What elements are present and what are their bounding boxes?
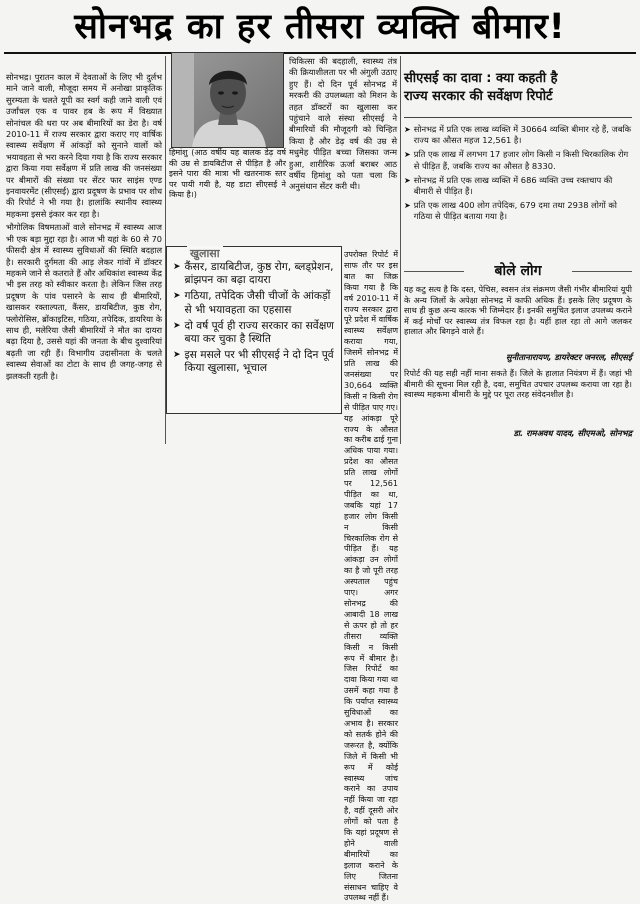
arrow-bullet-icon: ➤ [404, 150, 411, 160]
column-middle-wide [166, 192, 397, 244]
quote-2-signature: डा. रामअवध यादव, सीएमओ, सोनभद्र [513, 428, 632, 438]
inset-item-text: दो वर्ष पूर्व ही राज्य सरकार का सर्वेक्षण बया कर चुका है स्थिति [184, 319, 334, 346]
col2-paragraph-2: उपरोक्त रिपोर्ट में साफ तौर पर इस बात का जिक्र किया गया है कि वर्ष 2010-11 में राज्य सरकार द्वारा पूरे प्रदेश में वार्षिक स्वास्थ्य सर्वेक्षण कराया गया, जिसमें सोनभद्र में प्रति लाख की जनसंख्या पर 30,664 व्यक्ति किसी न किसी रोग से पीड़ित पाए गए। यह आंकड़ा पूरे राज्य के औसत का करीब ढाई गुना अधिक पाया गया। प्रदेश का औसत प्रति लाख लोगों पर 12,561 पीड़ित का था, जबकि यहां 17 हजार लोग किसी न किसी चिरकालिक रोग से पीड़ित हैं। यह आंकड़ा उन लोगों का है जो पूरी तरह अस्पताल पहुंच पाए। अगर सोनभद्र की आबादी 18 लाख से ऊपर हो तो हर तीसरा व्यक्ति किसी न किसी रूप में बीमार है। जिस रिपोर्ट का दावा किया गया था उसमें कहा गया है कि पर्याप्त स्वास्थ्य सुविधाओं का अभाव है। सरकार को सतर्क होने की जरूरत है, क्योंकि जिले में किसी भी रूप में कोई स्वास्थ्य जांच कराने का उपाय नहीं किया जा रहा है, वहीं दूसरी ओर लोगों को पता है कि यहां प्रदूषण से होने वाली बीमारियों का इलाज कराने के लिए जितना संसाधन चाहिए वे उपलब्ध नहीं हैं। [344, 250, 398, 903]
boy-portrait-image [172, 53, 283, 147]
col2-paragraph-1: चिकित्सा की बदहाली, स्वास्थ्य तंत्र की क्रियाशीलता पर भी अंगुली उठाए हुए हैं। दो दिन पूर्व सोनभद्र में मरकरी की उपलब्धता को मिशन के तहत डॉक्टरों का खुलासा कर पहुंचाने वाले संस्था सीएसई ने बीमारियों की मौजूदगी को चिन्हित किया है और डेढ़ वर्ष की उम्र से मधुमेह पीड़ित बच्चा जिसका जन्म हुआ, शारीरिक ऊर्जा बराबर आठ वर्षीय हिमांशु को पता चला कि अनुसंधान सेंटर करी थी। [289, 56, 397, 192]
column-left [6, 72, 162, 444]
col1-paragraph-1: सोनभद्र। पुरातन काल में देवताओं के लिए भी दुर्लभ माने जाने वाली, मौजूदा समय में अनोखा प्राकृतिक सुरम्यता के चलते यूपी का स्वर्ग कही जाने वाली एवं उर्जांचल एक व पावर हब के रूप में विख्यात सोनांचल की धरा पर अब बीमारियों का डेरा है। वर्ष 2010-11 में राज्य सरकार द्वारा कराए गए वार्षिक स्वास्थ्य सर्वेक्षण में आंकड़ों को सुनाने वालों को भयावहता से भरा करने दिया गया है कि राज्य सरकार द्वारा किया गया सर्वेक्षण में प्रति लाख की जनसंख्या पर बीमारों की संख्या पर सेंटर फार साइंस एण्ड इनवायरमेंट (सीएसई) द्वारा प्रदूषण के प्रभाव पर शोध की रिपोर्ट ने भी गया है। हालांकि स्थानीय स्वास्थ्य महकमा इससे इंकार कर रहा है। [6, 72, 162, 219]
inset-item [173, 261, 335, 287]
survey-bullet [404, 200, 632, 222]
right-header-line-1: सीएसई का दावा : क्या कहती है [404, 71, 558, 86]
survey-bullet-text: सोनभद्र में प्रति एक लाख व्यक्ति में 686 व्यक्ति उच्च रक्तचाप की बीमारी से पीड़ित हैं। [413, 174, 613, 197]
survey-bullets [404, 124, 632, 254]
quote-1-signature: सुनीतानारायण, डायरेक्टर जनरल, सीएसई [505, 352, 632, 362]
quote-1: यह कटु सत्य है कि दस्त, पेचिस, स्वसन तंत्र संक्रमण जैसी गंभीर बीमारियां यूपी के अन्य जिलों के अपेक्षा सोनभद्र में काफी अधिक हैं। इसके लिए प्रदूषण के साथ ही कुछ अन्य कारक भी जिम्मेदार हैं। इनकी समुचित इलाज उपलब्ध कराने में कई मोर्चों पर स्वास्थ्य तंत्र विफल रहा है। यहीं हाल रहा तो आगे जलकर हालात और बिगड़ने वाले हैं। [404, 284, 632, 337]
inset-item [173, 349, 335, 375]
arrow-bullet-icon: ➤ [173, 350, 181, 361]
arrow-bullet-icon: ➤ [173, 262, 181, 272]
inset-title: खुलासा [187, 246, 223, 261]
arrow-bullet-icon: ➤ [173, 320, 181, 331]
arrow-bullet-icon: ➤ [404, 201, 411, 211]
column-rule-2 [400, 56, 401, 444]
survey-bullet [404, 124, 632, 146]
inset-item-text: कैंसर, डायबिटीज, कुष्ठ रोग, ब्लड्प्रेशन, ब्रांझपन का बढ़ा दायरा [184, 261, 334, 287]
survey-bullet [404, 149, 632, 171]
survey-bullet-text: प्रति एक लाख में लगभग 17 हजार लोग किसी न किसी चिरकालिक रोग से पीड़ित हैं, जबकि राज्य का औसत है 8330. [413, 149, 629, 171]
quote-2: रिपोर्ट की यह सही नहीं माना सकते हैं। जिले के हालात नियंत्रण में हैं। जहां भी बीमारी की सूचना मिल रही है, दवा, समुचित उपचार उपलब्ध कराया जा रहा है। स्वास्थ्य महकमा बीमारी के मुद्दे पर पूरा तरह संवेदनशील है। [404, 368, 632, 400]
survey-bullet-text: सोनभद्र में प्रति एक लाख व्यक्ति में 30664 व्यक्ति बीमार रहे हैं, जबकि राज्य का औसत महज 12,561 है। [413, 124, 631, 146]
bole-log-heading [404, 262, 632, 280]
photo-boy [171, 52, 284, 148]
headline-rule [4, 52, 636, 54]
inset-item [173, 320, 335, 346]
inset-khulasa [166, 246, 342, 414]
inset-item [173, 290, 335, 316]
arrow-bullet-icon: ➤ [404, 175, 411, 185]
photo-caption: हिमांशु (आठ वर्षीय यह बालक डेढ़ वर्ष की उम्र से डायबिटीज से पीड़ित है और इसने पारा की मात्रा भी खतरनाक स्तर पर पायी गयी है, यह डाटा सीएसई ने किया है।) [169, 148, 286, 200]
right-header-rule [404, 117, 632, 118]
right-section-header [404, 70, 628, 114]
arrow-bullet-icon: ➤ [404, 125, 411, 134]
right-header-line-2: राज्य सरकार की सर्वेक्षण रिपोर्ट [404, 89, 553, 104]
arrow-bullet-icon: ➤ [173, 291, 181, 302]
inset-item-text: गठिया, तपेदिक जैसी चीजों के आंकड़ों से भी भयावहता का एहसास [184, 290, 331, 316]
headline: सोनभद्र का हर तीसरा व्यक्ति बीमार! [74, 7, 566, 47]
survey-bullet-text: प्रति एक लाख 400 लोग तपेदिक, 679 दमा तथा 2938 लोगों को गठिया से पीड़ित बताया गया है। [413, 200, 617, 222]
inset-list [173, 261, 335, 379]
col1-paragraph-2: भौगोलिक विषमताओं वाले सोनभद्र में स्वास्थ्य आज भी एक बड़ा मुद्दा रहा है। आज भी यहां के 60 से 70 फीसदी क्षेत्र में स्वास्थ्य सुविधाओं की स्थिति बदहाल है। सरकारी दुर्गमता की आड़ लेकर गांवों में डॉक्टर महकमे जाने से कतराते हैं और अधिकांश स्वास्थ्य केंद्र भी इस तरह को स्वीकार करता है। लेकिन जिस तरह प्रदूषण के पांव पसारने के साथ ही बीमारियों, खासकर रक्ताल्पता, कैंसर, डायबिटीज, कुष्ठ रोग, फ्लोरोसिस, ब्रोंकाइटिस, गठिया, तपेदिक, डायरिया के साथ ही, मलेरिया जैसी बीमारियों ने मौत का दायरा बढ़ा दिया है, उससे यहां की जनता के बीच दुश्वारियां बढ़ती जा रही हैं। विभागीय उदासीनता के चलते स्वास्थ्य सेवाओं का टोटा के साथ ही जगह-जगह से झलकती रहती है। [6, 222, 162, 381]
bole-log-title: बोले लोग [494, 263, 542, 279]
inset-item-text: इस मसले पर भी सीएसई ने दो दिन पूर्व किया खुलासा, भूचाल [184, 349, 334, 375]
survey-bullet [404, 175, 632, 197]
column-middle-bottom [344, 250, 398, 903]
